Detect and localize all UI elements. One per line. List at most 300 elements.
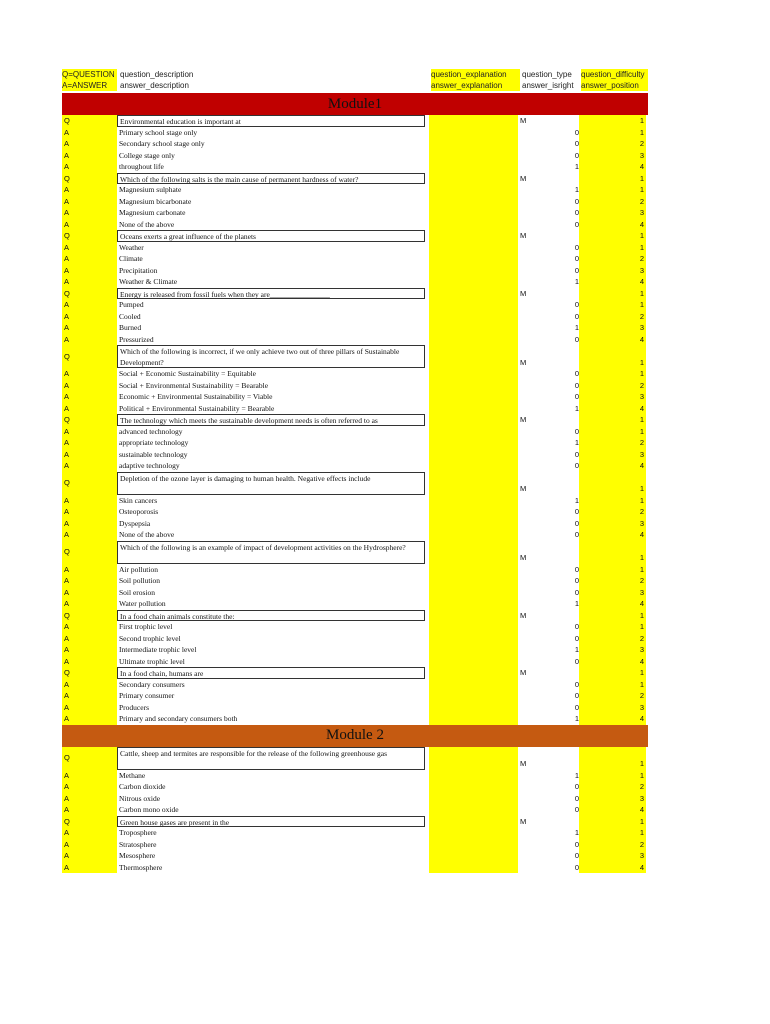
description-cell: Nitrous oxide (119, 793, 161, 803)
row-kind-cell: Q (62, 115, 117, 127)
row-kind-cell: A (62, 253, 117, 265)
explanation-cell (429, 196, 518, 208)
position-cell: 1 (579, 173, 646, 185)
question-type-cell (518, 276, 579, 288)
description-cell: Thermosphere (119, 862, 163, 872)
description-cell: Cattle, sheep and termites are responsible for the release of the following greenhouse gas (117, 747, 425, 770)
position-cell: 2 (579, 196, 646, 208)
question-type-cell: M (520, 415, 527, 424)
explanation-cell (429, 414, 518, 426)
position-cell: 2 (579, 437, 646, 449)
header-cell: A=ANSWER (62, 80, 117, 91)
answer-row (62, 265, 648, 277)
description-cell: Pumped (119, 300, 144, 309)
description-cell: Environmental education is important at (117, 115, 425, 127)
isright-cell: 0 (574, 139, 579, 148)
answer-row (62, 253, 648, 265)
row-kind-cell: A (62, 827, 117, 839)
question-row (62, 115, 648, 127)
question-type-cell: M (520, 116, 527, 125)
question-type-cell (518, 242, 579, 254)
isright-cell: 0 (574, 449, 579, 459)
explanation-cell (429, 598, 518, 610)
module-header: Module1 (62, 93, 648, 115)
question-row (62, 541, 648, 564)
question-type-cell (518, 334, 579, 346)
description-cell: In a food chain, humans are (117, 667, 425, 679)
position-cell: 1 (579, 242, 646, 254)
answer-row (62, 437, 648, 449)
row-kind-cell: A (62, 403, 117, 415)
description-cell: Social + Environmental Sustainability = Bearable (119, 380, 269, 390)
explanation-cell (429, 610, 518, 622)
description-cell: Magnesium bicarbonate (119, 196, 192, 206)
row-kind-cell: A (62, 184, 117, 196)
position-cell: 1 (579, 747, 646, 770)
question-type-cell: M (520, 231, 527, 240)
position-cell: 2 (579, 575, 646, 587)
row-kind-cell: A (62, 518, 117, 530)
isright-cell: 1 (574, 438, 579, 447)
description-cell: Magnesium carbonate (119, 208, 186, 217)
isright-cell: 0 (574, 518, 579, 528)
isright-cell: 1 (574, 645, 579, 654)
description-cell: Intermediate trophic level (119, 645, 197, 654)
question-type-cell (518, 564, 579, 576)
description-cell: Dyspepsia (119, 518, 151, 528)
question-type-cell (518, 518, 579, 530)
row-kind-cell: Q (62, 345, 117, 368)
row-kind-cell: Q (62, 414, 117, 426)
row-kind-cell: A (62, 368, 117, 380)
description-cell: None of the above (119, 219, 175, 229)
spreadsheet (62, 69, 648, 873)
answer-row (62, 219, 648, 231)
explanation-cell (429, 138, 518, 150)
row-kind-cell: A (62, 138, 117, 150)
header-description-col (117, 69, 429, 93)
answer-row (62, 150, 648, 162)
answer-row (62, 598, 648, 610)
question-row (62, 747, 648, 770)
isright-cell: 0 (574, 656, 579, 666)
isright-cell: 0 (574, 839, 579, 849)
question-type-cell (518, 311, 579, 323)
row-kind-cell: A (62, 299, 117, 311)
question-type-cell (518, 827, 579, 839)
question-type-cell: M (520, 484, 527, 493)
row-kind-cell: Q (62, 667, 117, 679)
description-cell: Second trophic level (119, 633, 181, 643)
question-type-cell (518, 575, 579, 587)
answer-row (62, 793, 648, 805)
description-cell: Soil erosion (119, 587, 156, 597)
answer-row (62, 633, 648, 645)
position-cell: 2 (579, 506, 646, 518)
question-row (62, 816, 648, 828)
question-row (62, 230, 648, 242)
position-cell: 3 (579, 322, 646, 334)
question-type-cell (518, 850, 579, 862)
explanation-cell (429, 322, 518, 334)
position-cell: 3 (579, 850, 646, 862)
question-type-cell (518, 391, 579, 403)
explanation-cell (429, 403, 518, 415)
description-cell: Which of the following is an example of impact of development activities on the Hydrosphere? (117, 541, 425, 564)
question-type-cell: M (520, 357, 527, 367)
description-cell: Magnesium sulphate (119, 185, 182, 194)
isright-cell: 0 (574, 793, 579, 803)
row-kind-cell: Q (62, 610, 117, 622)
isright-cell: 0 (574, 461, 579, 470)
answer-row (62, 862, 648, 874)
explanation-cell (429, 345, 518, 368)
isright-cell: 1 (574, 599, 579, 608)
position-cell: 2 (579, 380, 646, 392)
row-kind-cell: Q (62, 288, 117, 300)
description-cell: Osteoporosis (119, 507, 159, 516)
explanation-cell (429, 391, 518, 403)
question-type-cell: M (520, 288, 527, 298)
explanation-cell (429, 679, 518, 691)
position-cell: 1 (579, 667, 646, 679)
header-cell: answer_position (581, 80, 648, 91)
question-type-cell: M (520, 553, 527, 562)
answer-row (62, 391, 648, 403)
description-cell: Green house gases are present in the (117, 816, 425, 828)
isright-cell: 0 (574, 679, 579, 689)
position-cell: 1 (579, 345, 646, 368)
header-difficulty-col (581, 69, 648, 93)
answer-row (62, 426, 648, 438)
description-cell: Soil pollution (119, 576, 161, 585)
question-type-cell (518, 449, 579, 461)
question-type-cell: M (520, 759, 527, 768)
explanation-cell (429, 495, 518, 507)
position-cell: 4 (579, 804, 646, 816)
header-cell: Q=QUESTION (62, 69, 117, 80)
answer-row (62, 564, 648, 576)
row-kind-cell: Q (62, 816, 117, 828)
explanation-cell (429, 242, 518, 254)
isright-cell: 0 (574, 622, 579, 631)
isright-cell: 0 (574, 564, 579, 574)
isright-cell: 0 (574, 380, 579, 390)
description-cell: None of the above (119, 530, 175, 539)
explanation-cell (429, 827, 518, 839)
position-cell: 4 (579, 529, 646, 541)
position-cell: 2 (579, 781, 646, 793)
position-cell: 1 (579, 230, 646, 242)
explanation-cell (429, 472, 518, 495)
position-cell: 3 (579, 702, 646, 714)
explanation-cell (429, 288, 518, 300)
explanation-cell (429, 173, 518, 185)
explanation-cell (429, 437, 518, 449)
description-cell: Carbon mono oxide (119, 805, 179, 814)
position-cell: 3 (579, 587, 646, 599)
question-type-cell (518, 426, 579, 438)
question-type-cell (518, 702, 579, 714)
row-kind-cell: A (62, 506, 117, 518)
question-type-cell (518, 150, 579, 162)
question-type-cell (518, 656, 579, 668)
explanation-cell (429, 793, 518, 805)
question-type-cell (518, 265, 579, 277)
answer-row (62, 207, 648, 219)
position-cell: 1 (579, 426, 646, 438)
description-cell: Air pollution (119, 564, 158, 574)
header-cell: question_explanation (431, 69, 520, 80)
row-kind-cell: A (62, 242, 117, 254)
position-cell: 3 (579, 449, 646, 461)
answer-row (62, 161, 648, 173)
description-cell: Political + Environmental Sustainability = Bearable (119, 403, 275, 413)
description-cell: appropriate technology (119, 438, 189, 447)
explanation-cell (429, 690, 518, 702)
question-row (62, 414, 648, 426)
isright-cell: 0 (574, 127, 579, 137)
position-cell: 1 (579, 541, 646, 564)
position-cell: 1 (579, 414, 646, 426)
description-cell: College stage only (119, 150, 175, 160)
question-type-cell (518, 862, 579, 874)
isright-cell: 1 (574, 277, 579, 286)
row-kind-cell: Q (62, 230, 117, 242)
question-row (62, 288, 648, 300)
description-cell: Secondary school stage only (119, 139, 205, 148)
description-cell: Burned (119, 323, 142, 332)
position-cell: 1 (579, 610, 646, 622)
explanation-cell (429, 633, 518, 645)
description-cell: Water pollution (119, 599, 166, 608)
description-cell: First trophic level (119, 622, 173, 631)
question-type-cell: M (520, 610, 527, 620)
question-type-cell (518, 839, 579, 851)
question-type-cell (518, 127, 579, 139)
description-cell: Producers (119, 702, 149, 712)
description-cell: Pressurized (119, 334, 154, 344)
answer-row (62, 656, 648, 668)
header-cell: question_type (522, 70, 572, 79)
row-kind-cell: A (62, 862, 117, 874)
explanation-cell (429, 150, 518, 162)
position-cell: 1 (579, 564, 646, 576)
isright-cell: 1 (574, 185, 579, 194)
explanation-cell (429, 587, 518, 599)
description-cell: Primary school stage only (119, 127, 198, 137)
isright-cell: 0 (574, 196, 579, 206)
isright-cell: 1 (574, 714, 579, 723)
row-kind-cell: A (62, 196, 117, 208)
module-header: Module 2 (62, 725, 648, 747)
row-kind-cell: A (62, 334, 117, 346)
explanation-cell (429, 529, 518, 541)
question-type-cell (518, 621, 579, 633)
header-cell: answer_description (120, 81, 189, 90)
row-kind-cell: A (62, 207, 117, 219)
row-kind-cell: A (62, 656, 117, 668)
header-cell: answer_isright (522, 81, 574, 90)
answer-row (62, 138, 648, 150)
question-row (62, 173, 648, 185)
answer-row (62, 299, 648, 311)
question-type-cell: M (520, 173, 527, 183)
row-kind-cell: A (62, 311, 117, 323)
row-kind-cell: A (62, 564, 117, 576)
isright-cell: 0 (574, 334, 579, 344)
position-cell: 4 (579, 276, 646, 288)
position-cell: 1 (579, 472, 646, 495)
position-cell: 3 (579, 207, 646, 219)
answer-row (62, 804, 648, 816)
description-cell: Methane (119, 770, 146, 780)
isright-cell: 0 (574, 862, 579, 872)
description-cell: Stratosphere (119, 839, 157, 849)
question-type-cell: M (520, 668, 527, 677)
row-kind-cell: A (62, 276, 117, 288)
description-cell: Troposphere (119, 828, 157, 837)
answer-row (62, 449, 648, 461)
position-cell: 1 (579, 770, 646, 782)
row-kind-cell: A (62, 529, 117, 541)
explanation-cell (429, 207, 518, 219)
explanation-cell (429, 161, 518, 173)
position-cell: 2 (579, 690, 646, 702)
explanation-cell (429, 804, 518, 816)
answer-row (62, 679, 648, 691)
row-kind-cell: A (62, 460, 117, 472)
row-kind-cell: A (62, 793, 117, 805)
question-type-cell (518, 196, 579, 208)
question-type-cell (518, 207, 579, 219)
description-cell: Weather & Climate (119, 277, 178, 286)
explanation-cell (429, 230, 518, 242)
answer-row (62, 334, 648, 346)
isright-cell: 0 (574, 150, 579, 160)
position-cell: 2 (579, 311, 646, 323)
question-type-cell (518, 495, 579, 507)
answer-row (62, 495, 648, 507)
answer-row (62, 827, 648, 839)
row-kind-cell: A (62, 161, 117, 173)
row-kind-cell: A (62, 770, 117, 782)
question-type-cell (518, 644, 579, 656)
row-kind-cell: A (62, 495, 117, 507)
sheet-body (62, 93, 648, 873)
question-type-cell (518, 253, 579, 265)
row-kind-cell: A (62, 575, 117, 587)
answer-row (62, 322, 648, 334)
question-type-cell: M (520, 816, 527, 826)
answer-row (62, 713, 648, 725)
description-cell: adaptive technology (119, 461, 180, 470)
row-kind-cell: A (62, 644, 117, 656)
answer-row (62, 770, 648, 782)
description-cell: Climate (119, 254, 143, 263)
description-cell: Carbon dioxide (119, 782, 166, 791)
explanation-cell (429, 862, 518, 874)
answer-row (62, 529, 648, 541)
isright-cell: 0 (574, 851, 579, 860)
isright-cell: 0 (574, 576, 579, 585)
explanation-cell (429, 781, 518, 793)
isright-cell: 1 (574, 770, 579, 780)
description-cell: Precipitation (119, 265, 158, 275)
explanation-cell (429, 184, 518, 196)
explanation-cell (429, 460, 518, 472)
description-cell: The technology which meets the sustainable development needs is often referred to as (117, 414, 425, 426)
isright-cell: 0 (574, 254, 579, 263)
question-type-cell (518, 679, 579, 691)
question-type-cell (518, 804, 579, 816)
isright-cell: 0 (574, 702, 579, 712)
row-kind-cell: A (62, 690, 117, 702)
isright-cell: 1 (574, 162, 579, 171)
isright-cell: 0 (574, 691, 579, 700)
question-type-cell (518, 460, 579, 472)
answer-row (62, 403, 648, 415)
position-cell: 2 (579, 253, 646, 265)
question-row (62, 472, 648, 495)
question-type-cell (518, 633, 579, 645)
question-type-cell (518, 781, 579, 793)
explanation-cell (429, 506, 518, 518)
answer-row (62, 460, 648, 472)
explanation-cell (429, 253, 518, 265)
row-kind-cell: A (62, 587, 117, 599)
position-cell: 2 (579, 633, 646, 645)
answer-row (62, 127, 648, 139)
row-kind-cell: A (62, 449, 117, 461)
question-type-cell (518, 770, 579, 782)
answer-row (62, 311, 648, 323)
isright-cell: 0 (574, 208, 579, 217)
header-cell: question_difficulty (581, 69, 648, 80)
position-cell: 1 (579, 127, 646, 139)
isright-cell: 0 (574, 392, 579, 401)
position-cell: 4 (579, 862, 646, 874)
explanation-cell (429, 770, 518, 782)
position-cell: 3 (579, 518, 646, 530)
answer-row (62, 781, 648, 793)
isright-cell: 0 (574, 782, 579, 791)
description-cell: Mesosphere (119, 851, 156, 860)
explanation-cell (429, 518, 518, 530)
answer-row (62, 196, 648, 208)
header-cell: answer_explanation (431, 80, 520, 91)
description-cell: Oceans exerts a great influence of the planets (117, 230, 425, 242)
isright-cell: 1 (574, 403, 579, 413)
explanation-cell (429, 265, 518, 277)
answer-row (62, 518, 648, 530)
position-cell: 2 (579, 839, 646, 851)
question-type-cell (518, 138, 579, 150)
explanation-cell (429, 334, 518, 346)
position-cell: 4 (579, 334, 646, 346)
isright-cell: 1 (574, 495, 579, 505)
position-cell: 1 (579, 299, 646, 311)
explanation-cell (429, 839, 518, 851)
row-kind-cell: A (62, 804, 117, 816)
row-kind-cell: Q (62, 541, 117, 564)
row-kind-cell: A (62, 150, 117, 162)
description-cell: Skin cancers (119, 495, 158, 505)
description-cell: Ultimate trophic level (119, 656, 185, 666)
explanation-cell (429, 667, 518, 679)
position-cell: 1 (579, 368, 646, 380)
row-kind-cell: A (62, 127, 117, 139)
